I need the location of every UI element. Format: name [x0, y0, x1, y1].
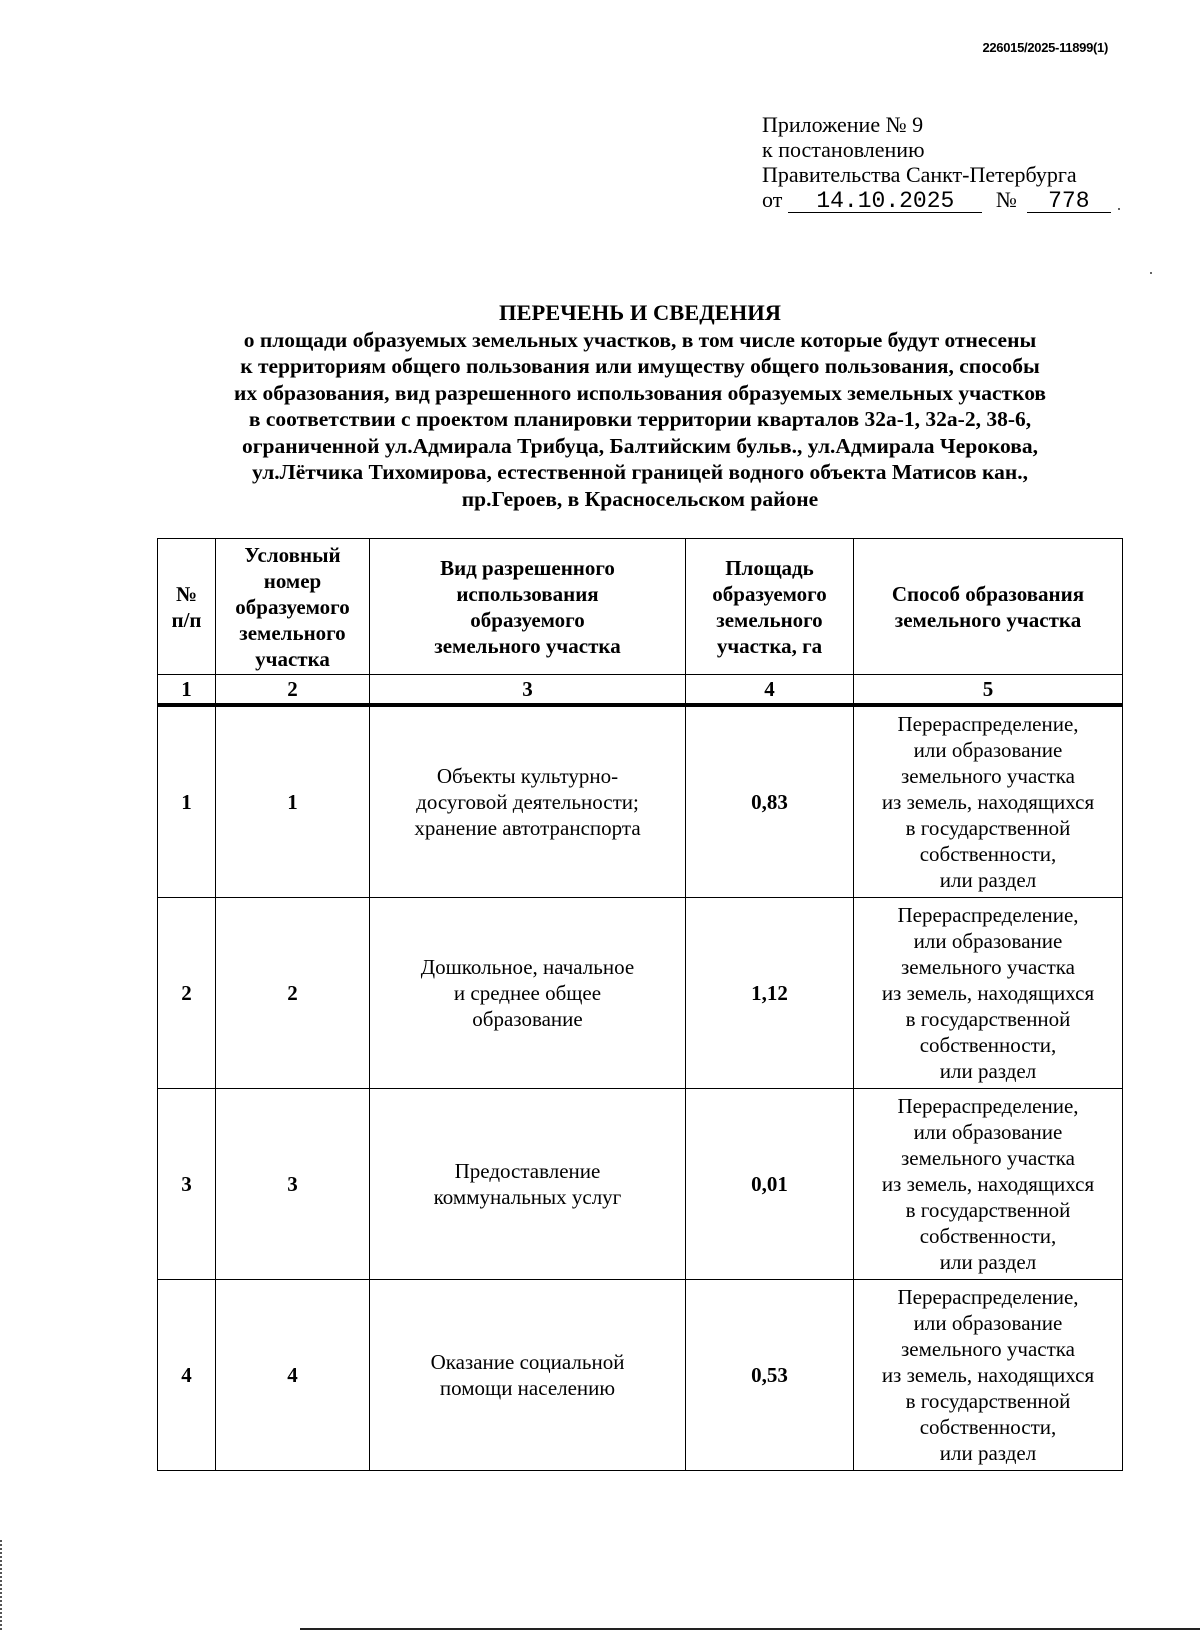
row-number: 4: [158, 1280, 216, 1471]
table-row: [158, 898, 1123, 1089]
plot-id: 1: [216, 705, 370, 898]
title-heading: ПЕРЕЧЕНЬ И СВЕДЕНИЯ: [499, 300, 781, 325]
column-number: 5: [854, 675, 1123, 706]
plot-area: 0,53: [686, 1280, 854, 1471]
registration-number: 226015/2025-11899(1): [982, 40, 1108, 55]
number-label: №: [995, 187, 1017, 212]
land-plots-table: [157, 538, 1123, 1471]
appendix-line-2: к постановлению: [762, 137, 925, 162]
appendix-date-row: [762, 187, 1111, 213]
resolution-number: 778: [1027, 190, 1111, 213]
column-numbers-row: [158, 675, 1123, 706]
row-number: 2: [158, 898, 216, 1089]
header-area: Площадь образуемого земельного участка, га: [686, 539, 854, 675]
plot-id: 4: [216, 1280, 370, 1471]
column-number: 3: [370, 675, 686, 706]
table-row: [158, 1089, 1123, 1280]
formation-method: Перераспределение, или образование земельного участка из земель, находящихся в государственной собственности, или раздел: [854, 898, 1123, 1089]
column-number: 2: [216, 675, 370, 706]
header-plot-id: Условный номер образуемого земельного участка: [216, 539, 370, 675]
scan-speck: [1150, 272, 1152, 274]
scan-bottom-edge: [300, 1628, 1200, 1630]
appendix-block: [762, 112, 1111, 213]
header-method: Способ образования земельного участка: [854, 539, 1123, 675]
resolution-date: 14.10.2025: [788, 190, 982, 213]
usage-type: Предоставление коммунальных услуг: [370, 1089, 686, 1280]
usage-type: Оказание социальной помощи населению: [370, 1280, 686, 1471]
appendix-line-1: Приложение № 9: [762, 112, 924, 137]
plot-area: 0,01: [686, 1089, 854, 1280]
appendix-line-3: Правительства Санкт-Петербурга: [762, 162, 1077, 187]
formation-method: Перераспределение, или образование земельного участка из земель, находящихся в государственной собственности, или раздел: [854, 1089, 1123, 1280]
document-title: [150, 300, 1130, 512]
from-label: от: [762, 187, 783, 212]
title-body: о площади образуемых земельных участков, в том числе которые будут отнесены к территориям общего пользования или имуществу общего пользования, способы их образования, вид разрешенного использования образуемых земельных участков в соответствии с проектом планировки территории кварталов 32а-1, 32а-2, 38-6, ограниченной ул.Адмирала Трибуца, Балтийским бульв., ул.Адмирала Черокова, ул.Лётчика Тихомирова, естественной границей водного объекта Матисов кан., пр.Героев, в Красносельском районе: [233, 327, 1047, 511]
header-row-number: № п/п: [158, 539, 216, 675]
column-number: 4: [686, 675, 854, 706]
scan-margin-marks: [0, 1540, 6, 1630]
row-number: 3: [158, 1089, 216, 1280]
plot-id: 2: [216, 898, 370, 1089]
table-header-row: [158, 539, 1123, 675]
column-number: 1: [158, 675, 216, 706]
row-number: 1: [158, 705, 216, 898]
plot-area: 1,12: [686, 898, 854, 1089]
header-usage: Вид разрешенного использования образуемого земельного участка: [370, 539, 686, 675]
formation-method: Перераспределение, или образование земельного участка из земель, находящихся в государственной собственности, или раздел: [854, 1280, 1123, 1471]
usage-type: Дошкольное, начальное и среднее общее образование: [370, 898, 686, 1089]
plot-area: 0,83: [686, 705, 854, 898]
table-row: [158, 705, 1123, 898]
formation-method: Перераспределение, или образование земельного участка из земель, находящихся в государственной собственности, или раздел: [854, 705, 1123, 898]
usage-type: Объекты культурно- досуговой деятельности; хранение автотранспорта: [370, 705, 686, 898]
scan-speck: [1118, 208, 1120, 210]
table-row: [158, 1280, 1123, 1471]
plot-id: 3: [216, 1089, 370, 1280]
